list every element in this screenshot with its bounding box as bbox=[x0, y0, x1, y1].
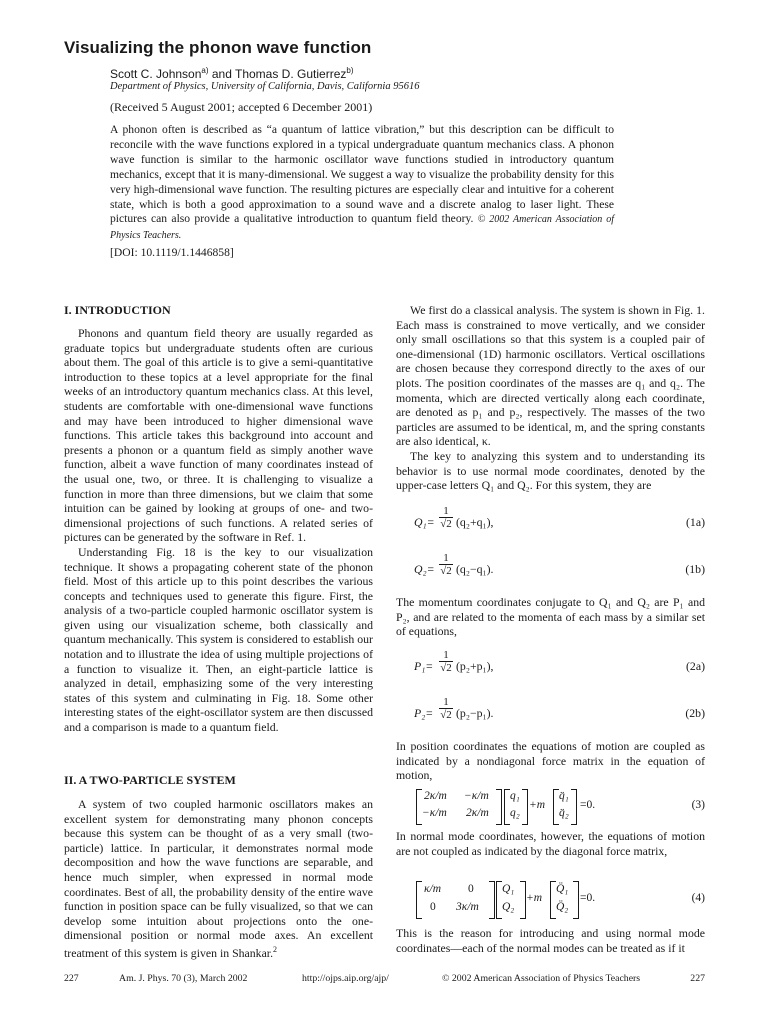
eq-equals-zero: =0. bbox=[580, 892, 596, 904]
equation-2b bbox=[396, 696, 705, 730]
paragraph: In normal mode coordinates, however, the equations of motion are not coupled as indicated by the diagonal force matrix, bbox=[396, 829, 705, 858]
author-1-mark: a) bbox=[201, 66, 209, 75]
page-number-right: 227 bbox=[690, 973, 705, 984]
paragraph: The key to analyzing this system and to understanding its behavior is to use normal mode coordinates, denoted by the upper-case letters Q₁ and Q₂. For this system, they are bbox=[396, 448, 705, 493]
eq-rhs: (p₂−p₁). bbox=[456, 706, 494, 720]
paragraph: We first do a classical analysis. The system is shown in Fig. 1. Each mass is constrained to move vertically, and we consider only small oscillations so that this system is a coupled pair of one-dimensional (1D) harmonic oscillators. Vertical oscillations are chosen because they correspond directly to the axes of our plots. The position coordinates of the masses are q₁ and q₂. The momenta, which are directed vertically along each coordinate, are denoted as p₁ and p₂, respectively. The masses of the two particles are assumed to be identical, m, and the spring constants are also identical, κ. bbox=[396, 303, 705, 449]
received-dates: (Received 5 August 2001; accepted 6 December 2001) bbox=[110, 100, 373, 114]
eq-lhs: P₁= bbox=[414, 659, 434, 673]
vector-bracket-right bbox=[571, 789, 577, 825]
eq-denominator: √2 bbox=[440, 662, 452, 674]
eq-number: (3) bbox=[691, 799, 705, 811]
eq-fraction bbox=[439, 552, 453, 578]
eq-numerator: 1 bbox=[439, 505, 453, 518]
abstract-copyright: © 2002 American Association of Physics Teachers. bbox=[110, 214, 615, 242]
matrix-entry: 3κ/m bbox=[456, 901, 479, 913]
matrix-bracket-right bbox=[489, 881, 495, 919]
equation-2a bbox=[396, 649, 705, 683]
equation-1b bbox=[396, 552, 705, 586]
equation-1a bbox=[396, 505, 705, 539]
page-footer bbox=[64, 973, 705, 987]
vector-entry: q̈₂ bbox=[559, 807, 569, 819]
author-2: Thomas D. Gutierrez bbox=[235, 67, 347, 81]
section-heading-introduction: I. INTRODUCTION bbox=[64, 303, 171, 317]
two-particle-paragraph bbox=[64, 797, 373, 960]
matrix-entry: −κ/m bbox=[422, 807, 447, 819]
doi: [DOI: 10.1119/1.1446858] bbox=[110, 246, 234, 259]
right-paragraph-5 bbox=[396, 926, 705, 955]
eq-number: (4) bbox=[691, 892, 705, 904]
right-paragraph-1 bbox=[396, 303, 705, 493]
vector-entry: q₂ bbox=[510, 807, 520, 819]
right-paragraph-3 bbox=[396, 739, 705, 783]
eq-number: (1a) bbox=[686, 515, 705, 529]
eq-rhs: (q₂+q₁), bbox=[456, 515, 494, 529]
vector-entry: q₁ bbox=[510, 790, 520, 802]
eq-fraction bbox=[439, 696, 453, 722]
paper-title: Visualizing the phonon wave function bbox=[64, 38, 372, 57]
matrix-entry: 0 bbox=[430, 901, 436, 913]
eq-number: (1b) bbox=[685, 562, 705, 576]
eq-lhs: P₂= bbox=[414, 706, 434, 720]
eq-fraction bbox=[439, 505, 453, 531]
intro-paragraph-1 bbox=[64, 326, 373, 735]
vector-entry: Q₂ bbox=[502, 901, 515, 913]
equation-3 bbox=[396, 787, 705, 827]
author-conjunction: and bbox=[208, 67, 235, 81]
eq-fraction bbox=[439, 649, 453, 675]
paragraph: Phonons and quantum field theory are usually regarded as graduate topics but undergraduate students often are curious about them. The goal of this article is to give a semi-quantitative introduction to these topics at a level appropriate for the final weeks of an introductory quantum mechanics class. At this level, students are comfortable with one-dimensional wave functions and may have been introduced to higher dimensional wave functions. This article takes this background into account and presents a phonon or a quantum field as simply another wave function, albeit a wave function of many coordinates instead of the usual one, two, or three. It is challenging to visualize a function in more than three dimensions, but we claim that some intuition can be gained by looking at groups of one- and two-dimensional projections of such functions. A related series of pictures can be generated by the software in Ref. 1. bbox=[64, 326, 373, 545]
eq-equals-zero: =0. bbox=[580, 799, 596, 811]
reference-mark: 2 bbox=[273, 944, 278, 954]
eq-numerator: 1 bbox=[439, 696, 453, 709]
vector-bracket-right bbox=[573, 881, 579, 919]
matrix-entry: κ/m bbox=[424, 883, 442, 895]
paragraph: Understanding Fig. 18 is the key to our visualization technique. It shows a propagating coherent state of the phonon field. Most of this article up to this point describes the various concepts and techniques used to generate this figure. First, the analysis of a two-particle coupled harmonic oscillator system is given using our visualization scheme, both classically and quantum mechanically. This system is considered to establish our notation and to illustrate the idea of using multiple projections of a function to visualize it. Then, an eight-particle lattice is analyzed in detail, emphasizing some of the very interesting states of this system and culminating in Fig. 18. Some other interesting states of the eight-oscillator system are then discussed and a comparison is made to a quantum field. bbox=[64, 544, 373, 735]
matrix-entry: −κ/m bbox=[464, 790, 489, 802]
abstract-text: A phonon often is described as “a quantum of lattice vibration,” but this description can be difficult to reconcile with the wave functions explored in a typical undergraduate quantum mechanics class. A phonon wave function is similar to the harmonic oscillator wave functions studied in introductory quantum mechanics, except that it is many-dimensional. We suggest a way to visualize the probability density for this very high-dimensional wave function. The resulting pictures are especially clear and intuitive for a coherent state, which is both a good approximation to a sound wave and a discrete analog to laser light. These pictures can also provide a qualitative introduction to quantum field theory. bbox=[110, 123, 614, 226]
paragraph: In position coordinates the equations of motion are coupled as indicated by a nondiagonal force matrix in the equation of motion, bbox=[396, 739, 705, 783]
eq-rhs: (p₂+p₁), bbox=[456, 659, 494, 673]
paragraph: This is the reason for introducing and using normal mode coordinates—each of the normal modes can be treated as if it bbox=[396, 926, 705, 955]
vector-entry: q̈₁ bbox=[559, 790, 569, 802]
matrix-entry: 2κ/m bbox=[424, 790, 447, 802]
paragraph-text: A system of two coupled harmonic oscillators makes an excellent system for demonstrating many phonon concepts because this system can be thought of as a very small (two-particle) lattice. In particular, it demonstrates normal mode decomposition and how the wave functions are separable, and hence much simpler, when expressed in normal mode coordinates. Best of all, the probability density of the entire wave function in position space can be fully visualized, so that we can develop some intuition about projections onto the one-dimensional position or normal mode axes. An excellent treatment of this system is given in Shankar. bbox=[64, 797, 373, 960]
footer-copyright: © 2002 American Association of Physics Teachers bbox=[442, 973, 641, 984]
eq-denominator: √2 bbox=[440, 565, 452, 577]
right-paragraph-4 bbox=[396, 829, 705, 858]
page-number-left: 227 bbox=[64, 973, 79, 984]
equation-4 bbox=[396, 879, 705, 921]
eq-plus-m: +m bbox=[526, 892, 543, 904]
abstract bbox=[110, 123, 614, 244]
matrix-entry: 2κ/m bbox=[466, 807, 489, 819]
eq-numerator: 1 bbox=[439, 552, 453, 565]
eq-lhs: Q₂= bbox=[414, 562, 435, 576]
vector-bracket-right bbox=[522, 789, 528, 825]
matrix-entry: 0 bbox=[468, 883, 474, 895]
vector-entry: Q₁ bbox=[502, 883, 515, 895]
eq-lhs: Q₁= bbox=[414, 515, 435, 529]
eq-plus-m: +m bbox=[529, 799, 546, 811]
author-line bbox=[110, 66, 354, 81]
journal-citation: Am. J. Phys. 70 (3), March 2002 bbox=[119, 973, 248, 984]
eq-number: (2b) bbox=[685, 706, 705, 720]
eq-numerator: 1 bbox=[439, 649, 453, 662]
vector-entry: Q̈₂ bbox=[556, 901, 569, 913]
eq-rhs: (q₂−q₁). bbox=[456, 562, 494, 576]
author-2-mark: b) bbox=[346, 66, 354, 75]
eq-number: (2a) bbox=[686, 659, 705, 673]
eq-denominator: √2 bbox=[440, 518, 452, 530]
matrix-bracket-right bbox=[496, 789, 502, 825]
paragraph: The momentum coordinates conjugate to Q₁ and Q₂ are P₁ and P₂, and are related to the momenta of each mass by a similar set of equations, bbox=[396, 595, 705, 639]
author-1: Scott C. Johnson bbox=[110, 67, 202, 81]
paragraph bbox=[64, 797, 373, 960]
eq-denominator: √2 bbox=[440, 709, 452, 721]
vector-entry: Q̈₁ bbox=[556, 883, 569, 895]
journal-url[interactable]: http://ojps.aip.org/ajp/ bbox=[302, 973, 389, 984]
right-paragraph-2 bbox=[396, 595, 705, 639]
affiliation: Department of Physics, University of California, Davis, California 95616 bbox=[110, 81, 420, 92]
matrix-bracket-left bbox=[416, 881, 422, 919]
section-heading-two-particle: II. A TWO-PARTICLE SYSTEM bbox=[64, 773, 236, 787]
